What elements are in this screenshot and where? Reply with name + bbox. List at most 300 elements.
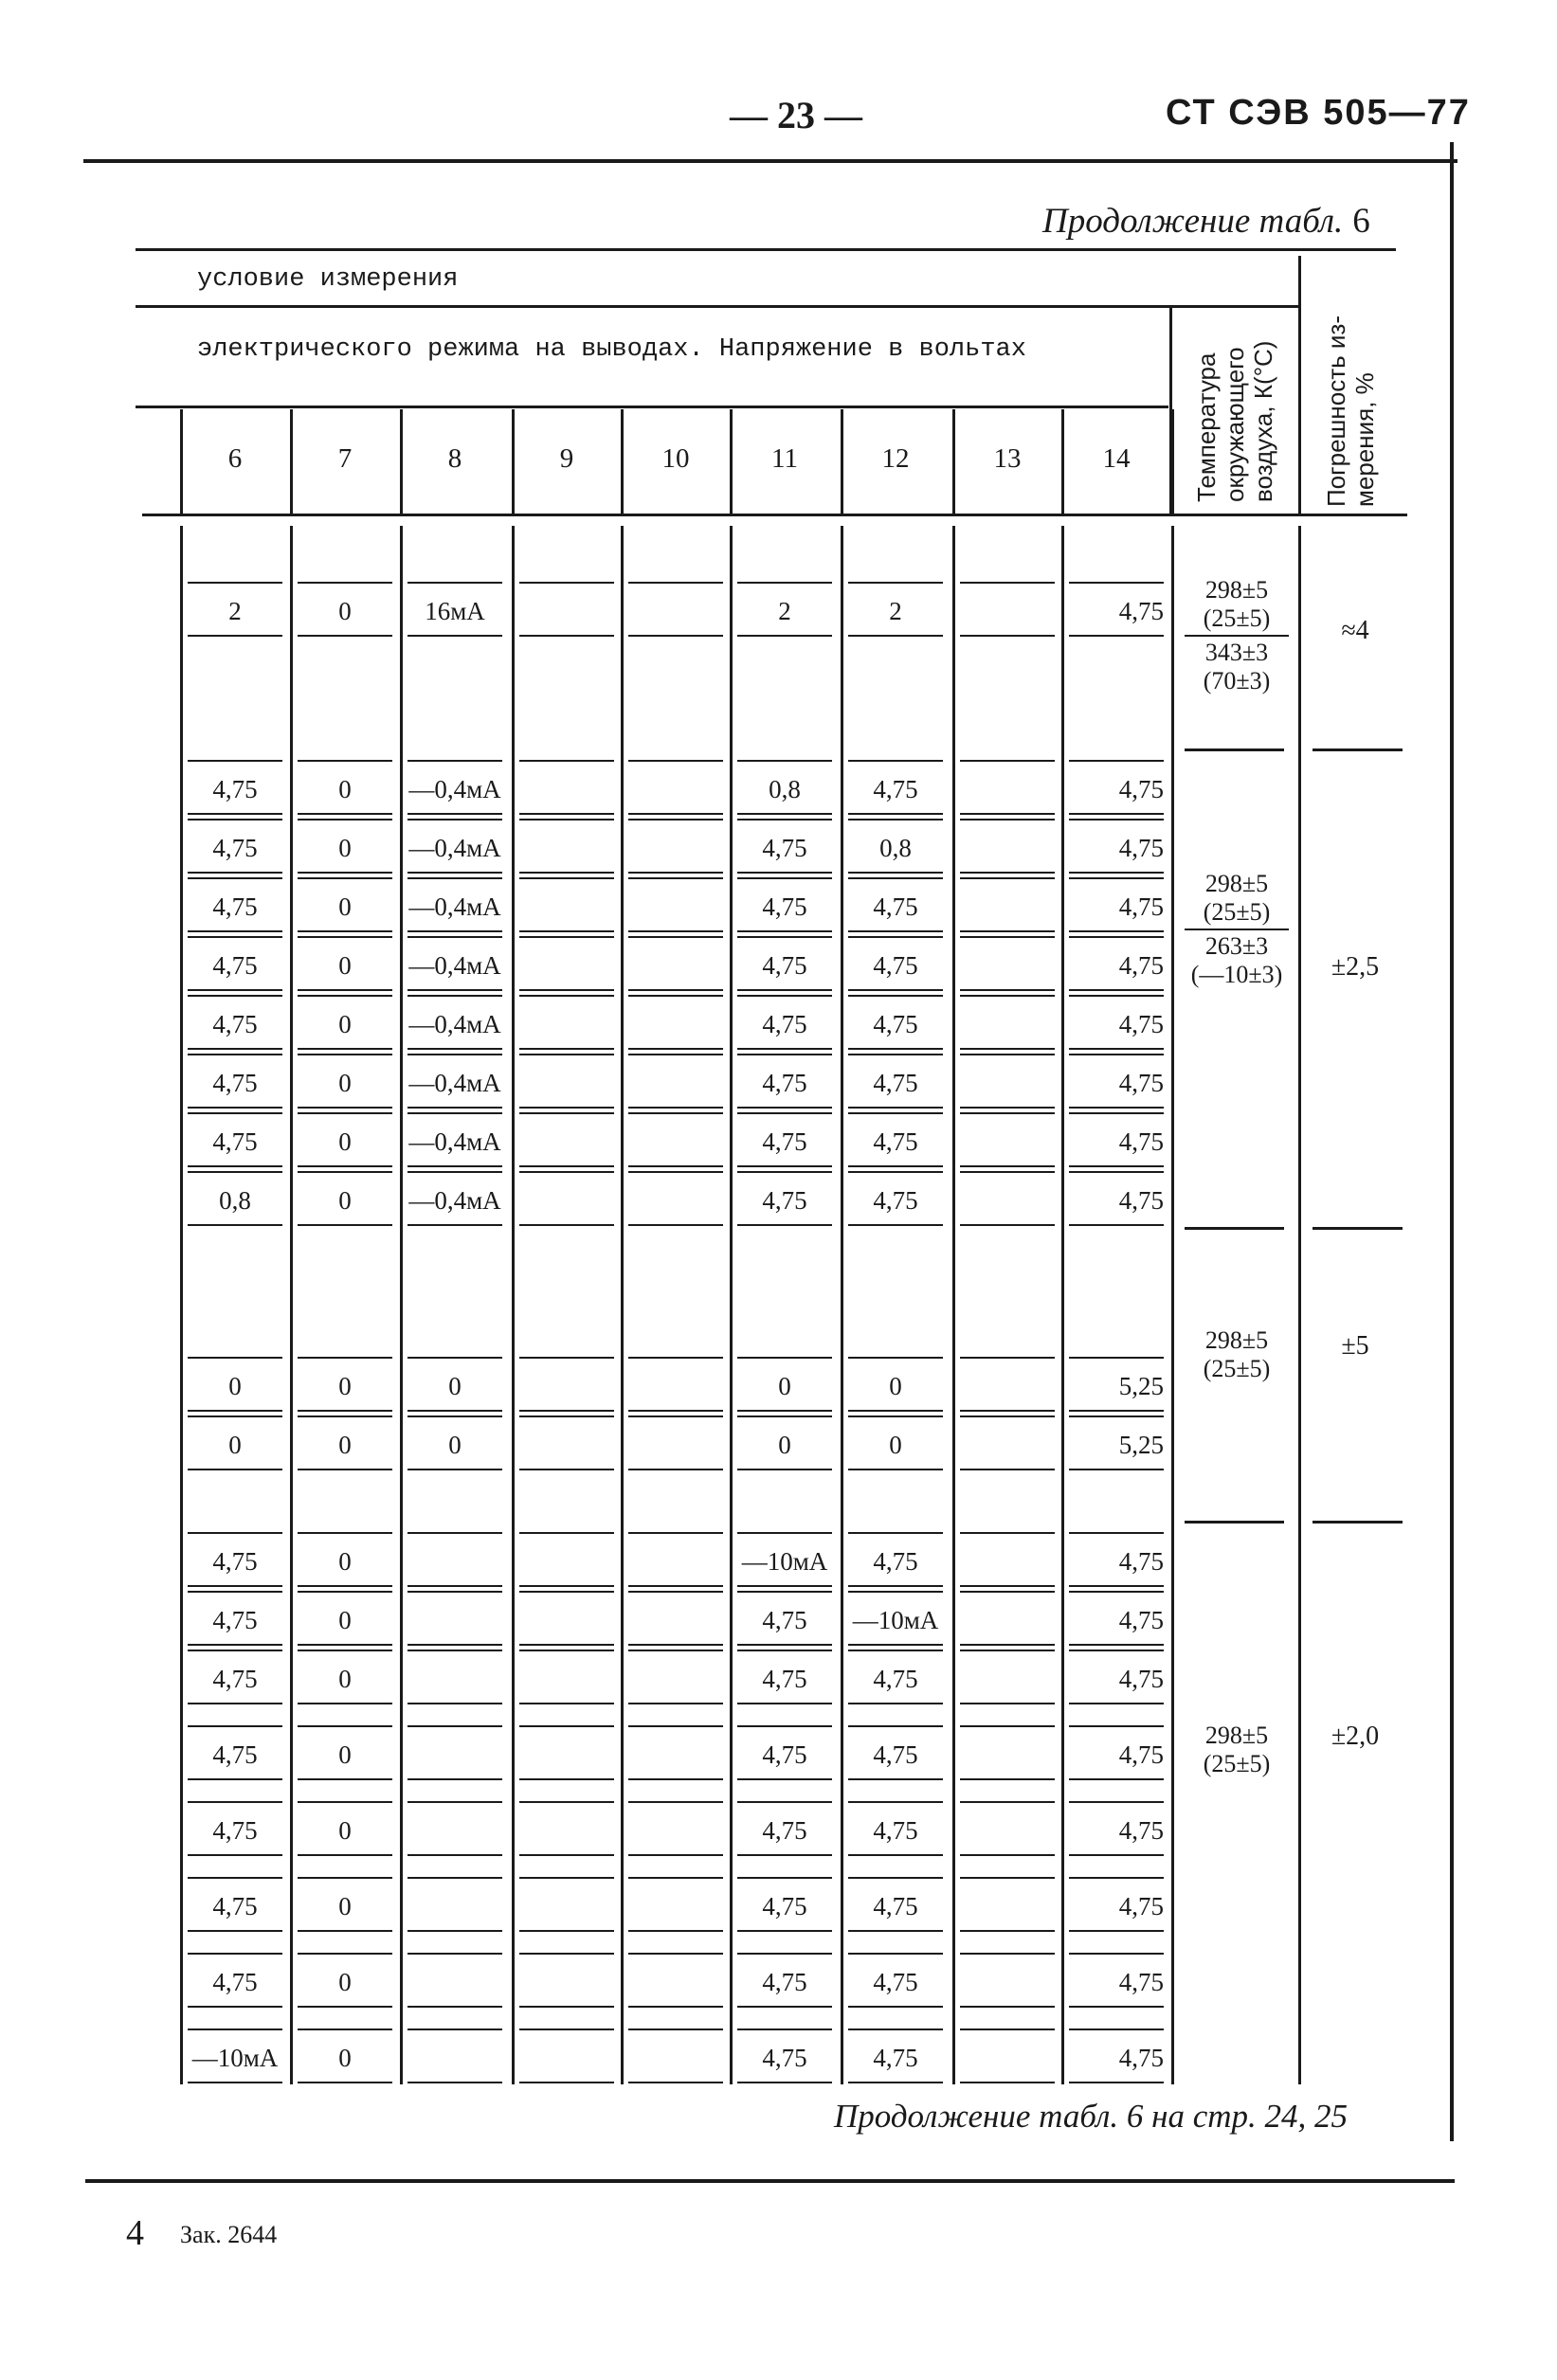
- table-cell: 4,75: [762, 1069, 807, 1097]
- cell-rule: [848, 1415, 943, 1417]
- table-cell: 4,75: [212, 892, 258, 921]
- cell-rule: [519, 2028, 614, 2030]
- cell-rule: [1069, 1054, 1164, 1055]
- cell-rule: [188, 1415, 282, 1417]
- cell-rule: [407, 1801, 502, 1803]
- cell-rule: [519, 1357, 614, 1359]
- continuation-bottom: Продолжение табл. 6 на стр. 24, 25: [834, 2098, 1349, 2135]
- cell-rule: [737, 1585, 832, 1587]
- table-cell: 4,75: [1118, 834, 1164, 862]
- cell-rule: [848, 1801, 943, 1803]
- cell-rule: [407, 2028, 502, 2030]
- cell-rule: [737, 1107, 832, 1109]
- cell-rule: [407, 1112, 502, 1114]
- error-header: Погрешность из-мерения, %: [1322, 315, 1379, 507]
- cell-rule: [298, 1048, 392, 1050]
- table-cell: 0: [889, 1431, 902, 1459]
- table-cell: 5,25: [1118, 1431, 1164, 1459]
- cell-rule: [519, 2006, 614, 2008]
- table-cell: —0,4мА: [408, 892, 501, 921]
- cell-rule: [628, 2028, 723, 2030]
- cell-rule: [737, 1930, 832, 1932]
- table-cell: 5,25: [1118, 1372, 1164, 1400]
- cell-rule: [960, 1801, 1055, 1803]
- cell-rule: [1069, 1778, 1164, 1780]
- cell-rule: [1069, 1112, 1164, 1114]
- table-cell: 0: [778, 1431, 791, 1459]
- table-cell: 4,75: [762, 1968, 807, 1996]
- table-cell: 4,75: [1118, 1069, 1164, 1097]
- cell-rule: [960, 813, 1055, 815]
- table-cell: 4,75: [762, 2044, 807, 2072]
- cell-rule: [848, 1107, 943, 1109]
- cell-rule: [628, 1048, 723, 1050]
- cell-rule: [519, 819, 614, 820]
- cell-rule: [188, 1532, 282, 1534]
- cell-rule: [519, 1048, 614, 1050]
- cell-rule: [298, 1703, 392, 1704]
- cell-rule: [960, 1650, 1055, 1651]
- cell-rule: [188, 2028, 282, 2030]
- cell-rule: [960, 1107, 1055, 1109]
- cell-rule: [960, 936, 1055, 938]
- table-cell: 4,75: [762, 892, 807, 921]
- cell-rule: [1069, 930, 1164, 932]
- cell-rule: [628, 1854, 723, 1856]
- table-cell: 4,75: [873, 1892, 918, 1920]
- cell-rule: [407, 1778, 502, 1780]
- cell-rule: [737, 877, 832, 879]
- cell-rule: [188, 1112, 282, 1114]
- cell-rule: [628, 1778, 723, 1780]
- right-margin-rule: [1450, 142, 1454, 2141]
- table-cell: 4,75: [873, 892, 918, 921]
- cell-rule: [519, 1165, 614, 1167]
- cell-rule: [519, 877, 614, 879]
- error-cell: ±2,0: [1331, 1722, 1380, 1751]
- temp-limit: 343±3 (70±3): [1185, 635, 1289, 695]
- error-cell: ±2,5: [1331, 952, 1380, 982]
- cell-rule: [519, 1877, 614, 1879]
- cell-rule: [407, 1650, 502, 1651]
- cell-rule: [188, 1585, 282, 1587]
- cell-rule: [628, 1171, 723, 1173]
- cell-rule: [848, 819, 943, 820]
- cell-rule: [188, 936, 282, 938]
- cell-rule: [960, 760, 1055, 762]
- temp-nominal: 298±5 (25±5): [1203, 576, 1271, 632]
- cell-rule: [519, 1415, 614, 1417]
- cell-rule: [628, 1591, 723, 1593]
- cell-rule: [407, 1930, 502, 1932]
- cell-rule: [298, 1410, 392, 1412]
- table-cell: —0,4мА: [408, 834, 501, 862]
- cell-rule: [1069, 1854, 1164, 1856]
- cell-rule: [407, 635, 502, 637]
- cell-rule: [298, 1171, 392, 1173]
- cell-rule: [407, 2006, 502, 2008]
- cell-rule: [407, 1953, 502, 1955]
- cell-rule: [519, 1778, 614, 1780]
- cell-rule: [298, 2006, 392, 2008]
- table-cell: 4,75: [1118, 597, 1164, 625]
- cell-rule: [188, 1877, 282, 1879]
- temperature-cell: [1175, 576, 1298, 697]
- cell-rule: [628, 1469, 723, 1470]
- cell-rule: [407, 1048, 502, 1050]
- table-cell: 0: [338, 1186, 352, 1215]
- cell-rule: [188, 1591, 282, 1593]
- cell-rule: [1069, 1877, 1164, 1879]
- cell-rule: [298, 1644, 392, 1646]
- cell-rule: [188, 1171, 282, 1173]
- cell-rule: [1069, 936, 1164, 938]
- cell-rule: [960, 1415, 1055, 1417]
- cell-rule: [298, 1854, 392, 1856]
- cell-rule: [628, 1703, 723, 1704]
- cell-rule: [298, 1357, 392, 1359]
- cell-rule: [628, 930, 723, 932]
- cell-rule: [737, 1469, 832, 1470]
- err-col-left: [1298, 256, 1301, 514]
- cell-rule: [737, 1054, 832, 1055]
- table-cell: 4,75: [1118, 1968, 1164, 1996]
- cell-rule: [628, 936, 723, 938]
- table-cell: —0,4мА: [408, 1186, 501, 1215]
- cell-rule: [188, 1469, 282, 1470]
- body-col-divider: [1171, 526, 1174, 2084]
- cell-rule: [298, 1801, 392, 1803]
- cell-rule: [1069, 1725, 1164, 1727]
- cell-rule: [407, 1644, 502, 1646]
- table-cell: 4,75: [212, 1127, 258, 1156]
- cell-rule: [960, 1725, 1055, 1727]
- cell-rule: [848, 936, 943, 938]
- cell-rule: [1069, 582, 1164, 584]
- cell-rule: [519, 1703, 614, 1704]
- cell-rule: [519, 2082, 614, 2083]
- cell-rule: [298, 1930, 392, 1932]
- cell-rule: [628, 813, 723, 815]
- cell-rule: [737, 1224, 832, 1226]
- cell-rule: [960, 2028, 1055, 2030]
- cell-rule: [960, 1112, 1055, 1114]
- cell-rule: [298, 1591, 392, 1593]
- table-cell: 4,75: [212, 1816, 258, 1845]
- table-cell: 0: [338, 1069, 352, 1097]
- table-cell: 4,75: [873, 1816, 918, 1845]
- cell-rule: [737, 1532, 832, 1534]
- cell-rule: [628, 989, 723, 991]
- table-cell: —0,4мА: [408, 951, 501, 980]
- cell-rule: [737, 1877, 832, 1879]
- cell-rule: [848, 1410, 943, 1412]
- cell-rule: [1069, 819, 1164, 820]
- footer-rule: [85, 2179, 1455, 2183]
- error-cell: ±5: [1341, 1331, 1369, 1361]
- cell-rule: [628, 1650, 723, 1651]
- cell-rule: [737, 1644, 832, 1646]
- table-cell: 4,75: [762, 1127, 807, 1156]
- table-cell: 4,75: [212, 1968, 258, 1996]
- table-cell: 4,75: [1118, 1816, 1164, 1845]
- cell-rule: [519, 989, 614, 991]
- cell-rule: [960, 1410, 1055, 1412]
- cell-rule: [960, 2082, 1055, 2083]
- continuation-title: [1042, 201, 1370, 242]
- temp-nominal: 298±5 (25±5): [1203, 870, 1271, 926]
- cell-rule: [960, 1854, 1055, 1856]
- temperature-cell: [1175, 870, 1298, 991]
- cell-rule: [407, 989, 502, 991]
- table-cell: 4,75: [1118, 1127, 1164, 1156]
- cell-rule: [407, 2082, 502, 2083]
- table-cell: 0: [448, 1372, 462, 1400]
- cell-rule: [519, 1469, 614, 1470]
- table-cell: 4,75: [1118, 1665, 1164, 1693]
- body-col-divider: [180, 526, 183, 2084]
- cell-rule: [628, 1725, 723, 1727]
- cell-rule: [848, 635, 943, 637]
- table-cell: 4,75: [212, 1892, 258, 1920]
- column-number: 13: [993, 443, 1022, 474]
- cell-rule: [848, 989, 943, 991]
- cell-rule: [737, 635, 832, 637]
- cell-rule: [737, 582, 832, 584]
- body-col-divider: [1061, 526, 1064, 2084]
- group-separator: [1313, 1227, 1403, 1230]
- table-cell: 4,75: [212, 1069, 258, 1097]
- table-cell: 4,75: [873, 1010, 918, 1038]
- subgroup-header: электрического режима на выводах. Напряжение в вольтах: [197, 335, 1026, 364]
- temperature-cell: [1175, 1722, 1298, 1778]
- cell-rule: [1069, 1930, 1164, 1932]
- table-cell: —0,4мА: [408, 1010, 501, 1038]
- table-cell: 2: [889, 597, 902, 625]
- cell-rule: [848, 1224, 943, 1226]
- group-separator: [1313, 748, 1403, 751]
- header-rule: [83, 159, 1457, 163]
- table-cell: —0,4мА: [408, 775, 501, 803]
- cell-rule: [188, 1644, 282, 1646]
- cell-rule: [848, 1877, 943, 1879]
- cell-rule: [407, 877, 502, 879]
- table-cell: 4,75: [212, 1740, 258, 1769]
- table-cell: 4,75: [1118, 1740, 1164, 1769]
- cell-rule: [298, 760, 392, 762]
- cell-rule: [519, 930, 614, 932]
- cell-rule: [1069, 1703, 1164, 1704]
- cell-rule: [519, 760, 614, 762]
- table-number: 6: [1352, 202, 1370, 241]
- table-cell: 0: [338, 892, 352, 921]
- cell-rule: [407, 1877, 502, 1879]
- cell-rule: [737, 1415, 832, 1417]
- cell-rule: [407, 930, 502, 932]
- cell-rule: [737, 1650, 832, 1651]
- cell-rule: [628, 1953, 723, 1955]
- cell-rule: [519, 872, 614, 874]
- body-col-divider: [400, 526, 403, 2084]
- table-cell: 0,8: [769, 775, 801, 803]
- table-cell: 4,75: [1118, 951, 1164, 980]
- cell-rule: [188, 1048, 282, 1050]
- cell-rule: [848, 1171, 943, 1173]
- subgroup-rule: [136, 406, 1168, 408]
- cell-rule: [298, 936, 392, 938]
- table-cell: 0: [228, 1431, 242, 1459]
- cell-rule: [960, 872, 1055, 874]
- cell-rule: [1069, 1469, 1164, 1470]
- cell-rule: [848, 1854, 943, 1856]
- cell-rule: [737, 1725, 832, 1727]
- cell-rule: [298, 635, 392, 637]
- cell-rule: [960, 1591, 1055, 1593]
- cell-rule: [1069, 1953, 1164, 1955]
- column-number: 8: [447, 443, 462, 474]
- cell-rule: [848, 877, 943, 879]
- cell-rule: [1069, 2006, 1164, 2008]
- table-cell: 0: [448, 1431, 462, 1459]
- table-cell: 0: [338, 2044, 352, 2072]
- cell-rule: [298, 877, 392, 879]
- cell-rule: [407, 995, 502, 997]
- cell-rule: [298, 1877, 392, 1879]
- column-number: 14: [1102, 443, 1131, 474]
- cell-rule: [519, 1591, 614, 1593]
- table-cell: 4,75: [212, 775, 258, 803]
- cell-rule: [407, 1107, 502, 1109]
- cell-rule: [298, 1415, 392, 1417]
- cell-rule: [407, 1224, 502, 1226]
- cell-rule: [519, 1112, 614, 1114]
- cell-rule: [1069, 635, 1164, 637]
- cell-rule: [628, 582, 723, 584]
- group-separator: [1185, 1521, 1284, 1524]
- cell-rule: [407, 1415, 502, 1417]
- table-cell: 0: [889, 1372, 902, 1400]
- cell-rule: [737, 872, 832, 874]
- table-cell: 4,75: [212, 1606, 258, 1634]
- cell-rule: [188, 930, 282, 932]
- cell-rule: [407, 1054, 502, 1055]
- cell-rule: [1069, 1048, 1164, 1050]
- cell-rule: [848, 2006, 943, 2008]
- cell-rule: [848, 1585, 943, 1587]
- cell-rule: [737, 760, 832, 762]
- cell-rule: [298, 1953, 392, 1955]
- cell-rule: [628, 1585, 723, 1587]
- cell-rule: [960, 582, 1055, 584]
- table-cell: 0: [338, 1816, 352, 1845]
- table-cell: 2: [228, 597, 242, 625]
- cell-rule: [407, 1585, 502, 1587]
- table-cell: 0: [338, 1665, 352, 1693]
- cell-rule: [848, 1725, 943, 1727]
- temp-limit: 263±3 (—10±3): [1185, 929, 1289, 989]
- cell-rule: [628, 1644, 723, 1646]
- cell-rule: [298, 819, 392, 820]
- cell-rule: [407, 1854, 502, 1856]
- table-cell: 16мА: [425, 597, 485, 625]
- cell-rule: [407, 1725, 502, 1727]
- cell-rule: [960, 819, 1055, 820]
- cell-rule: [628, 819, 723, 820]
- cell-rule: [848, 1165, 943, 1167]
- cell-rule: [188, 1357, 282, 1359]
- cell-rule: [960, 877, 1055, 879]
- table-cell: 0: [338, 1372, 352, 1400]
- cell-rule: [298, 1725, 392, 1727]
- body-col-divider: [952, 526, 955, 2084]
- cell-rule: [188, 1703, 282, 1704]
- table-cell: —10мА: [741, 1547, 828, 1576]
- cell-rule: [188, 1854, 282, 1856]
- cell-rule: [848, 872, 943, 874]
- cell-rule: [407, 1469, 502, 1470]
- cell-rule: [848, 1778, 943, 1780]
- cell-rule: [519, 1532, 614, 1534]
- cell-rule: [298, 995, 392, 997]
- table-cell: 4,75: [1118, 1186, 1164, 1215]
- table-cell: 0: [338, 951, 352, 980]
- table-cell: 0: [778, 1372, 791, 1400]
- cell-rule: [1069, 1591, 1164, 1593]
- cell-rule: [960, 930, 1055, 932]
- cell-rule: [737, 995, 832, 997]
- cell-rule: [960, 635, 1055, 637]
- table-cell: 4,75: [1118, 2044, 1164, 2072]
- cell-rule: [1069, 1585, 1164, 1587]
- cell-rule: [407, 1410, 502, 1412]
- cell-rule: [519, 1054, 614, 1055]
- cell-rule: [737, 1591, 832, 1593]
- table-cell: 4,75: [873, 1547, 918, 1576]
- table-cell: 4,75: [762, 1892, 807, 1920]
- table-cell: 4,75: [873, 775, 918, 803]
- cell-rule: [848, 995, 943, 997]
- cell-rule: [960, 1930, 1055, 1932]
- cell-rule: [737, 819, 832, 820]
- cell-rule: [628, 1112, 723, 1114]
- cell-rule: [848, 760, 943, 762]
- body-col-divider: [290, 526, 293, 2084]
- body-col-divider: [730, 526, 733, 2084]
- cell-rule: [737, 1357, 832, 1359]
- cell-rule: [848, 930, 943, 932]
- table-cell: 4,75: [212, 834, 258, 862]
- cell-rule: [848, 1650, 943, 1651]
- cell-rule: [298, 1650, 392, 1651]
- table-cell: 0: [228, 1372, 242, 1400]
- cell-rule: [188, 760, 282, 762]
- cell-rule: [188, 2082, 282, 2083]
- cell-rule: [298, 1112, 392, 1114]
- table-cell: 0: [338, 1127, 352, 1156]
- column-number: 7: [337, 443, 353, 474]
- cell-rule: [628, 760, 723, 762]
- cell-rule: [188, 1224, 282, 1226]
- cell-rule: [407, 760, 502, 762]
- cell-rule: [737, 1703, 832, 1704]
- table-cell: 4,75: [212, 951, 258, 980]
- cell-rule: [960, 1644, 1055, 1646]
- cell-rule: [848, 2028, 943, 2030]
- cell-rule: [960, 995, 1055, 997]
- cell-rule: [298, 813, 392, 815]
- cell-rule: [1069, 877, 1164, 879]
- table-cell: 0,8: [219, 1186, 251, 1215]
